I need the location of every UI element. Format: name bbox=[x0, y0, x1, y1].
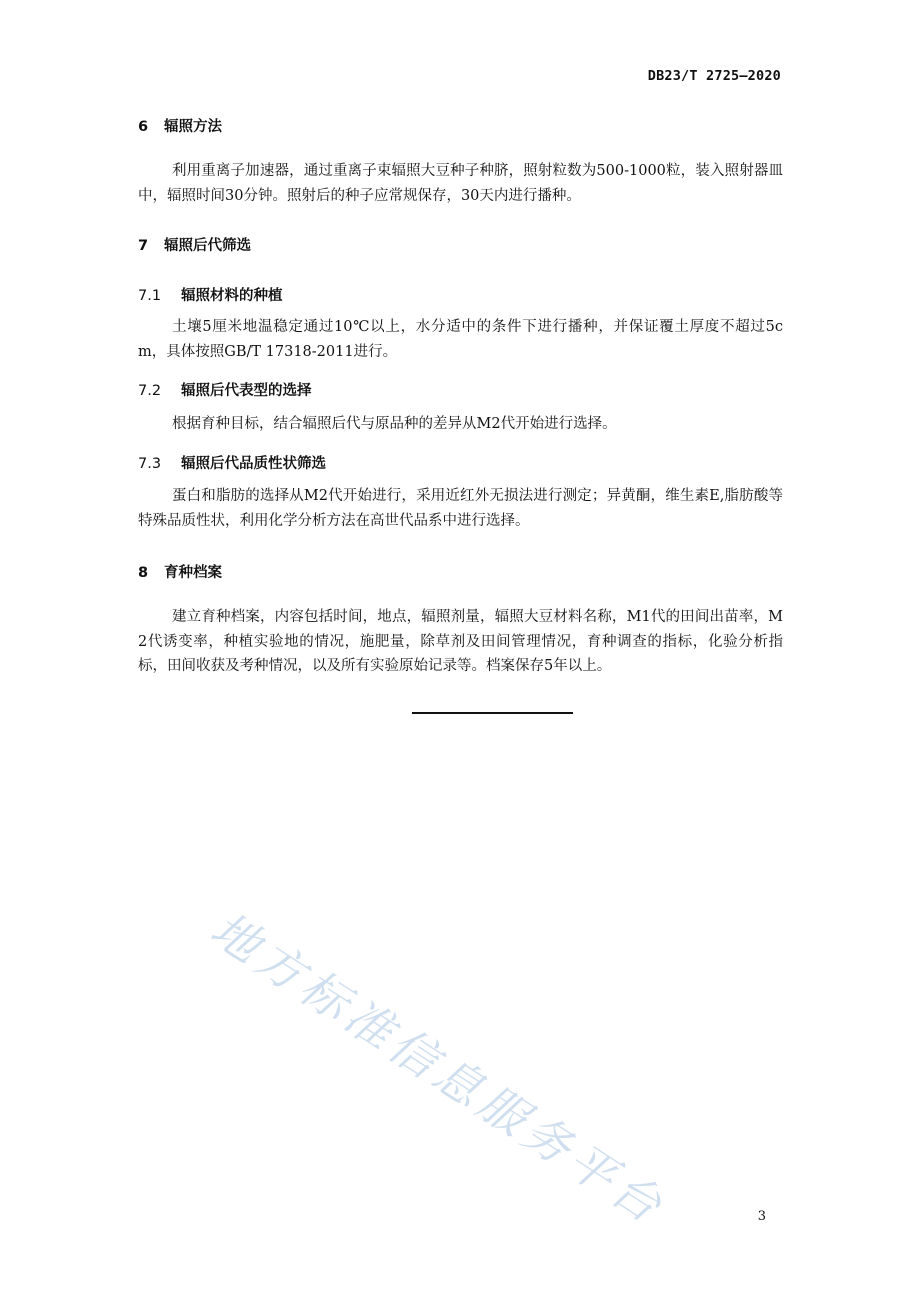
section-number: 7 bbox=[138, 238, 149, 254]
section-title: 辐照后代品质性状筛选 bbox=[181, 456, 326, 472]
section-number: 8 bbox=[138, 565, 149, 581]
section-7-3-heading bbox=[138, 452, 326, 473]
section-6-paragraph: 利用重离子加速器，通过重离子束辐照大豆种子种脐，照射粒数为500-1000粒，装入照射器皿中，辐照时间30分钟。照射后的种子应常规保存，30天内进行播种。 bbox=[138, 163, 783, 204]
section-6-heading bbox=[138, 115, 222, 136]
section-number: 7.2 bbox=[138, 383, 162, 399]
section-number: 6 bbox=[138, 119, 149, 135]
section-7-heading bbox=[138, 234, 251, 255]
section-title: 育种档案 bbox=[164, 565, 222, 581]
section-7-1-heading bbox=[138, 284, 283, 305]
section-7-3-paragraph: 蛋白和脂肪的选择从M2代开始进行，采用近红外无损法进行测定；异黄酮，维生素E,脂肪酸等特殊品质性状，利用化学分析方法在高世代品系中进行选择。 bbox=[138, 488, 783, 529]
section-number: 7.1 bbox=[138, 288, 162, 304]
end-divider bbox=[412, 712, 573, 714]
watermark: 地方标准信息服务平台 bbox=[200, 901, 676, 1237]
section-7-1-paragraph: 土壤5厘米地温稳定通过10℃以上，水分适中的条件下进行播种，并保证覆土厚度不超过5cm，具体按照GB/T 17318-2011进行。 bbox=[138, 319, 783, 360]
section-number: 7.3 bbox=[138, 456, 162, 472]
section-7-2-heading bbox=[138, 379, 312, 400]
page-number: 3 bbox=[757, 1209, 766, 1224]
section-title: 辐照后代筛选 bbox=[164, 238, 251, 254]
section-8-paragraph: 建立育种档案，内容包括时间，地点，辐照剂量，辐照大豆材料名称，M1代的田间出苗率，M2代诱变率，种植实验地的情况，施肥量，除草剂及田间管理情况，育种调查的指标，化验分析指标，田间收获及考种情况，以及所有实验原始记录等。档案保存5年以上。 bbox=[138, 609, 783, 674]
standard-code: DB23/T 2725—2020 bbox=[647, 68, 781, 84]
section-title: 辐照材料的种植 bbox=[181, 288, 283, 304]
section-8-heading bbox=[138, 561, 222, 582]
section-title: 辐照后代表型的选择 bbox=[181, 383, 312, 399]
section-7-2-paragraph: 根据育种目标，结合辐照后代与原品种的差异从M2代开始进行选择。 bbox=[172, 416, 617, 432]
section-title: 辐照方法 bbox=[164, 119, 222, 135]
